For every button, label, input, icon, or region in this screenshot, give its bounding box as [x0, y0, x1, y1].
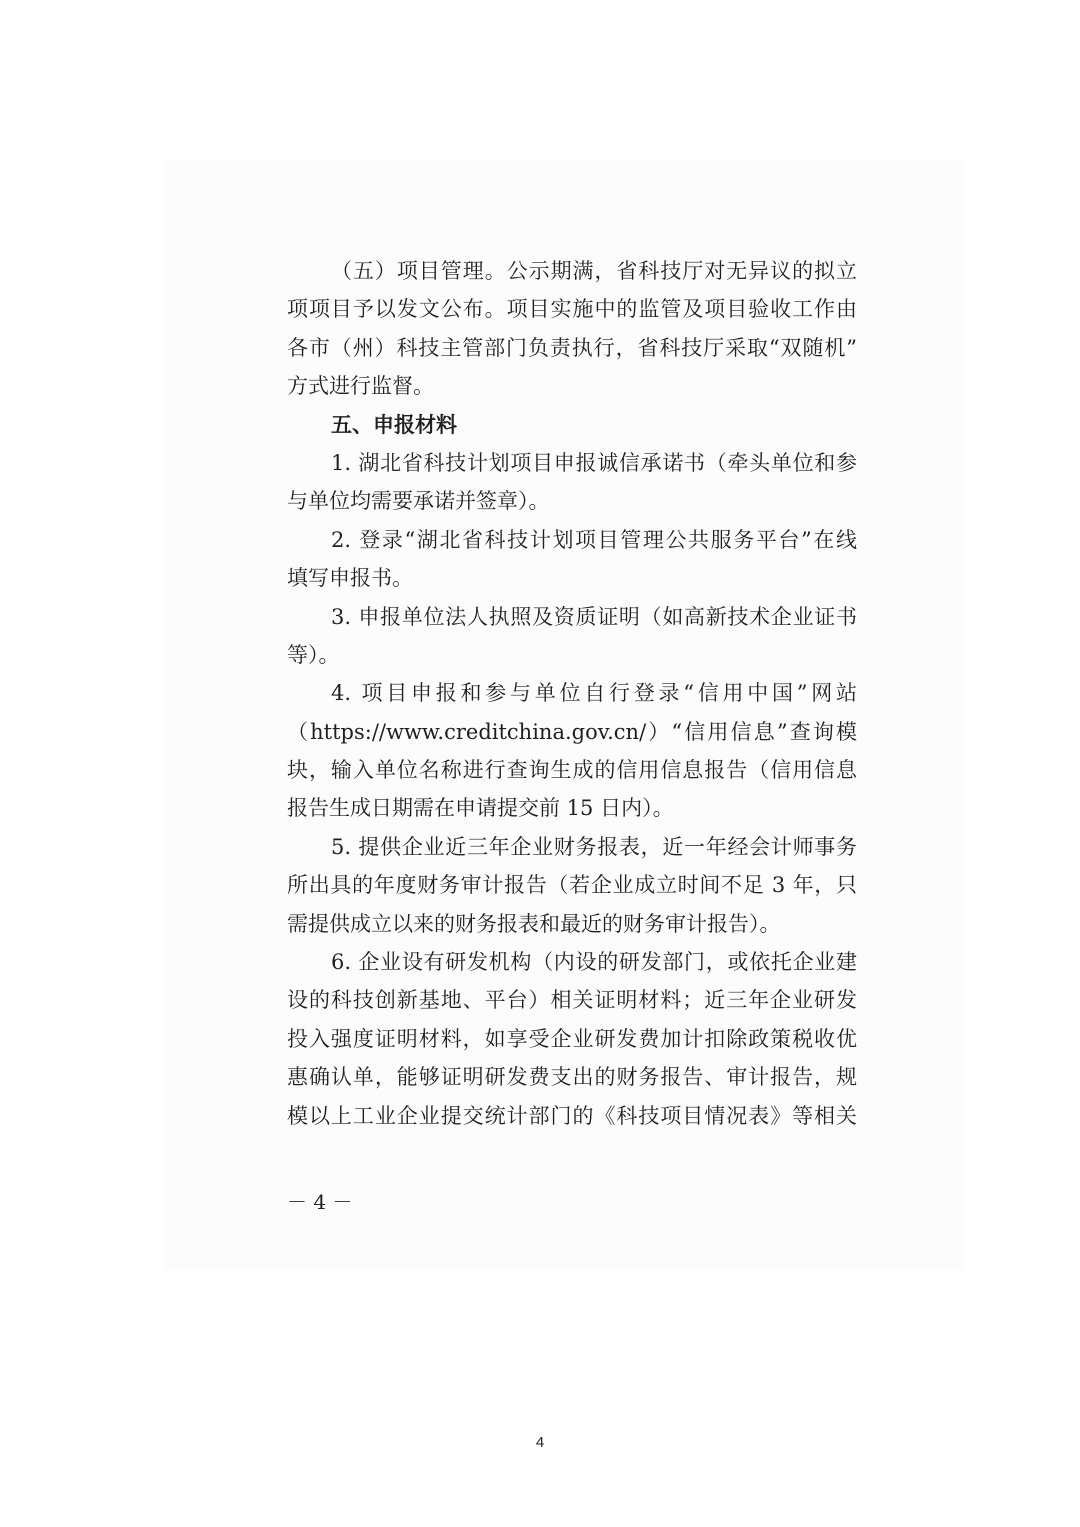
text-line: 方式进行监督。 — [287, 374, 434, 399]
text-line: （五）项目管理。公示期满，省科技厅对无异议的拟立 — [331, 259, 857, 283]
text-line: 与单位均需要承诺并签章）。 — [287, 489, 550, 514]
text-line: 投入强度证明材料，如享受企业研发费加计扣除政策税收优 — [287, 1026, 857, 1051]
document-body — [287, 252, 857, 1135]
text-line: 所出具的年度财务审计报告（若企业成立时间不足 3 年，只 — [287, 873, 857, 898]
text-line: 项项目予以发文公布。项目实施中的监管及项目验收工作由 — [287, 297, 857, 322]
text-line: 块，输入单位名称进行查询生成的信用信息报告（信用信息 — [287, 758, 857, 783]
text-line: 模以上工业企业提交统计部门的《科技项目情况表》等相关 — [287, 1103, 857, 1128]
text-line: 5. 提供企业近三年企业财务报表，近一年经会计师事务 — [331, 834, 857, 859]
text-line: 需提供成立以来的财务报表和最近的财务审计报告）。 — [287, 911, 781, 936]
text-line: 3. 申报单位法人执照及资质证明（如高新技术企业证书 — [331, 604, 857, 629]
text-line: 填写申报书。 — [287, 566, 413, 591]
text-line: 6. 企业设有研发机构（内设的研发部门，或依托企业建 — [331, 950, 857, 975]
text-line: 各市（州）科技主管部门负责执行，省科技厅采取“双随机” — [287, 335, 857, 360]
text-line: 4. 项目申报和参与单位自行登录“信用中国”网站 — [331, 681, 857, 706]
text-line: 惠确认单，能够证明研发费支出的财务报告、审计报告，规 — [287, 1065, 857, 1090]
text-line: 设的科技创新基地、平台）相关证明材料；近三年企业研发 — [287, 988, 857, 1013]
text-line: 1. 湖北省科技计划项目申报诚信承诺书（牵头单位和参 — [331, 450, 857, 475]
text-line: 2. 登录“湖北省科技计划项目管理公共服务平台”在线 — [331, 527, 857, 552]
page-footer: － 4 － — [287, 1190, 353, 1214]
page-number: 4 — [535, 1434, 545, 1451]
text-line: （https://www.creditchina.gov.cn/）“信用信息”查询模 — [287, 719, 857, 744]
text-line: 等）。 — [287, 642, 340, 667]
section-heading: 五、申报材料 — [331, 411, 457, 437]
text-line: 报告生成日期需在申请提交前 15 日内）。 — [287, 796, 674, 821]
